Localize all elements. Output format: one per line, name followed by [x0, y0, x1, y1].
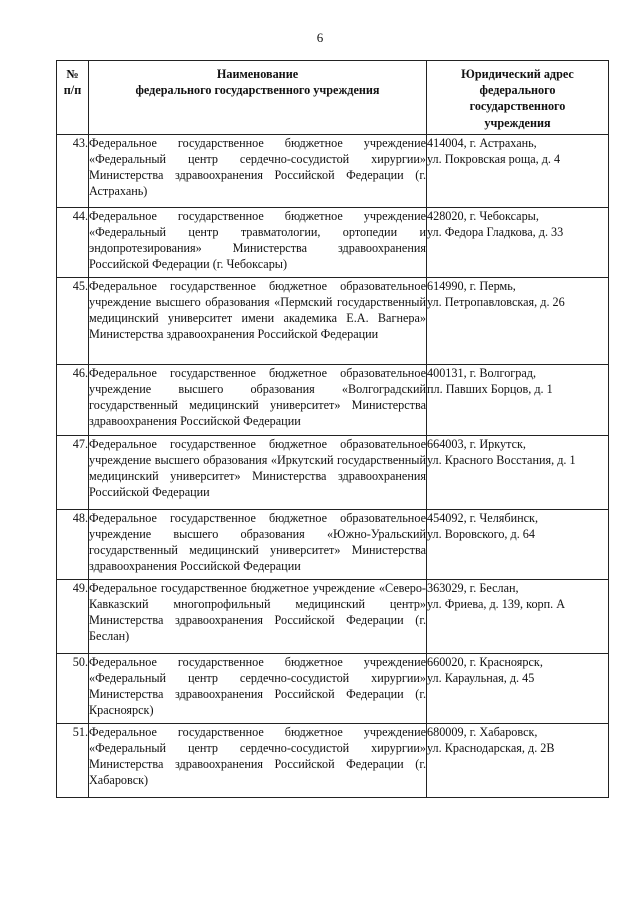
table-row — [57, 435, 609, 509]
address-street: ул. Федора Гладкова, д. 33 — [427, 225, 564, 240]
page-number: 6 — [316, 30, 324, 45]
row-number: 49. — [57, 579, 89, 653]
address-postal-city: 664003, г. Иркутск, — [427, 436, 526, 451]
institution-name: Федеральное государственное бюджетное учреждение «Федеральный центр сердечно-сосудистой хирургии» Министерства здравоохранения Российской Федерации (г. Астрахань) — [89, 134, 427, 207]
address-street: пл. Павших Борцов, д. 1 — [427, 382, 553, 397]
row-number: 50. — [57, 653, 89, 723]
header-institution-name: Наименование федерального государственного учреждения — [89, 61, 427, 135]
row-number: 44. — [57, 207, 89, 277]
address-street: ул. Петропавловская, д. 26 — [427, 295, 565, 310]
row-number: 46. — [57, 364, 89, 435]
address-street: ул. Воровского, д. 64 — [427, 527, 535, 542]
address-street: ул. Покровская роща, д. 4 — [427, 152, 561, 167]
institution-name: Федеральное государственное бюджетное образовательное учреждение высшего образования «Южно-Уральский государственный медицинский университет» Министерства здравоохранения Российской Федерации — [89, 509, 427, 579]
legal-address — [427, 579, 609, 653]
row-number: 48. — [57, 509, 89, 579]
table-row — [57, 134, 609, 207]
legal-address — [427, 509, 609, 579]
institution-name: Федеральное государственное бюджетное учреждение «Федеральный центр травматологии, ортопедии и эндопротезирования» Министерства здравоохранения Российской Федерации (г. Чебоксары) — [89, 207, 427, 277]
institution-name: Федеральное государственное бюджетное образовательное учреждение высшего образования «Пермский государственный медицинский университет имени академика Е.А. Вагнера» Министерства здравоохранения Российской Федерации — [89, 277, 427, 364]
row-number: 43. — [57, 134, 89, 207]
table-header-row — [57, 61, 609, 135]
table-row — [57, 277, 609, 364]
table-row — [57, 579, 609, 653]
institution-name: Федеральное государственное бюджетное учреждение «Федеральный центр сердечно-сосудистой хирургии» Министерства здравоохранения Российской Федерации (г. Хабаровск) — [89, 723, 427, 797]
address-postal-city: 428020, г. Чебоксары, — [427, 208, 539, 223]
table-row — [57, 509, 609, 579]
legal-address — [427, 207, 609, 277]
address-postal-city: 414004, г. Астрахань, — [427, 135, 537, 150]
institution-name: Федеральное государственное бюджетное образовательное учреждение высшего образования «Иркутский государственный медицинский университет» Министерства здравоохранения Российской Федерации — [89, 435, 427, 509]
address-postal-city: 660020, г. Красноярск, — [427, 654, 543, 669]
address-postal-city: 680009, г. Хабаровск, — [427, 724, 538, 739]
address-street: ул. Красного Восстания, д. 1 — [427, 453, 576, 468]
legal-address — [427, 435, 609, 509]
address-postal-city: 400131, г. Волгоград, — [427, 365, 537, 380]
table-row — [57, 364, 609, 435]
legal-address — [427, 723, 609, 797]
header-number: № п/п — [57, 61, 89, 135]
address-postal-city: 363029, г. Беслан, — [427, 580, 519, 595]
row-number: 47. — [57, 435, 89, 509]
institution-name: Федеральное государственное бюджетное учреждение «Федеральный центр сердечно-сосудистой хирургии» Министерства здравоохранения Российской Федерации (г. Красноярск) — [89, 653, 427, 723]
address-street: ул. Караульная, д. 45 — [427, 671, 535, 686]
address-postal-city: 614990, г. Пермь, — [427, 278, 516, 293]
institution-name: Федеральное государственное бюджетное учреждение «Северо-Кавказский многопрофильный медицинский центр» Министерства здравоохранения Российской Федерации (г. Беслан) — [89, 579, 427, 653]
legal-address — [427, 653, 609, 723]
row-number: 45. — [57, 277, 89, 364]
address-postal-city: 454092, г. Челябинск, — [427, 510, 539, 525]
legal-address — [427, 277, 609, 364]
header-legal-address: Юридический адрес федерального государственного учреждения — [427, 61, 609, 135]
table-row — [57, 723, 609, 797]
legal-address — [427, 364, 609, 435]
table-row — [57, 653, 609, 723]
row-number: 51. — [57, 723, 89, 797]
institution-name: Федеральное государственное бюджетное образовательное учреждение высшего образования «Волгоградский государственный медицинский университет» Министерства здравоохранения Российской Федерации — [89, 364, 427, 435]
legal-address — [427, 134, 609, 207]
address-street: ул. Фриева, д. 139, корп. А — [427, 597, 566, 612]
address-street: ул. Краснодарская, д. 2В — [427, 741, 555, 756]
table-row — [57, 207, 609, 277]
institutions-table — [56, 60, 609, 798]
